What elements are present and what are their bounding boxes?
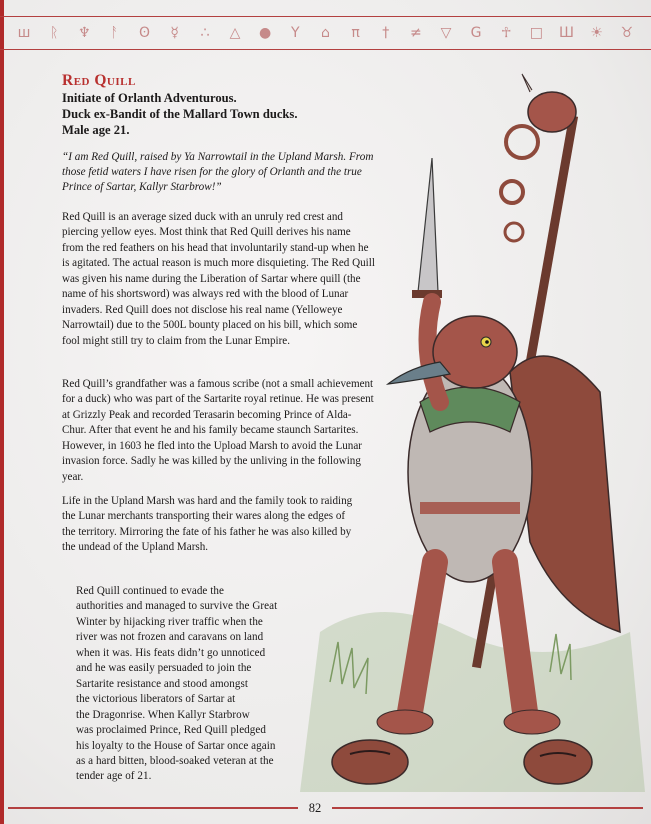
character-origin: Duck ex-Bandit of the Mallard Town ducks. [62,107,298,121]
body-paragraph-1: Red Quill is an average sized duck with an unruly red crest and piercing yellow eyes. Most think that Red Quill derives his name from the red feathers on his head that involuntarily stand-up when he is agitated. The actual reason is much more disquieting. The Red Quill was given his name during the Liberation of Sartar where quill (the name of his shortsword) was always red with the blood of Lunar invaders. Red Quill does not disclose his real name (Yelloweye Narrowtail) due to the 500L bounty placed on his bill, which some fool might still try to claim from the Lunar Empire. [62,211,375,347]
character-quote: “I am Red Quill, raised by Ya Narrowtail in the Upland Marsh. From those fetid waters I have risen for the glory of Orlanth and the true Prince of Sartar, Kallyr Starbrow!” [62,151,374,193]
rune-glyph-icon: ☿ [170,25,179,41]
footer-rule-right [332,807,643,809]
rune-glyph-icon: □ [529,25,543,41]
rune-glyph-icon: ᚨ [110,25,119,41]
rune-glyph-icon: ● [259,25,272,41]
character-age: Male age 21. [62,123,130,137]
rune-glyph-icon: ш [17,25,31,41]
rune-glyph-icon: ʘ [139,25,151,41]
page-edge-accent [0,0,4,824]
rune-glyph-icon: Y [290,25,300,41]
paragraph-line: Winter by hijacking river traffic when the [76,615,263,628]
paragraph-line: the Dragonrise. When Kallyr Starbrow [76,708,250,721]
rune-glyph-icon: π [351,25,360,41]
paragraph-line: was proclaimed Prince, Red Quill pledged [76,724,266,737]
paragraph-line: Red Quill continued to evade the [76,585,224,597]
paragraph-line: tender age of 21. [76,770,152,783]
paragraph-line: and he was easily persuaded to join the [76,662,252,675]
body-paragraph-2: Red Quill’s grandfather was a famous scribe (not a small achievement for a duck) who was part of the Sartarite royal retinue. He was present at Grizzly Peak and recorded Terasarin becoming Prince of Alda-Chur. After that event he and his family became staunch Sartarites. However, in 1603 he fled into the Upload Marsh to avoid the Lunar invasion force. Sadly he was killed by the unliving in the following year. [62,378,374,483]
footer-rule-left [8,807,298,809]
rune-glyph-icon: ᚱ [49,25,59,41]
rune-glyph-icon: △ [229,25,241,41]
paragraph-line: the victorious liberators of Sartar at [76,693,236,706]
paragraph-line: when it was. His feats didn’t go unnoticed [76,646,266,659]
rune-row [12,21,639,45]
paragraph-line: his loyalty to the House of Sartar once again [76,739,276,752]
rune-glyph-icon: ☥ [501,25,512,41]
rune-glyph-icon: ☀ [590,25,603,41]
body-paragraph-3: Life in the Upland Marsh was hard and the family took to raiding the Lunar merchants transporting their wares along the edges of the territory. Mirroring the fate of his father he was also killed by the undead of the Upland Marsh. [62,495,353,554]
rune-glyph-icon: Ш [559,25,575,41]
paragraph-line: Sartarite resistance and stood amongst [76,677,248,690]
paragraph-line: as a hard bitten, blood-soaked veteran at the [76,754,274,767]
rune-glyph-icon: ≠ [409,25,422,41]
body-paragraph-4 [62,584,306,785]
rune-glyph-icon: ♆ [78,25,91,41]
paragraph-line: authorities and managed to survive the Great [76,600,278,613]
rune-glyph-icon: ♉ [620,25,634,41]
rune-glyph-icon: ⌂ [320,25,330,41]
paragraph-line: river was not frozen and caravans on land [76,631,264,644]
rune-glyph-icon: G [470,25,482,41]
rune-header-band [0,16,651,50]
rune-glyph-icon: † [382,25,390,41]
character-name: Red Quill [62,72,136,89]
rune-glyph-icon: ∴ [200,25,210,41]
duck-warrior-illustration [300,72,645,792]
page-number: 82 [308,801,322,815]
character-cult: Initiate of Orlanth Adventurous. [62,91,237,105]
rune-glyph-icon: ▽ [440,25,452,41]
